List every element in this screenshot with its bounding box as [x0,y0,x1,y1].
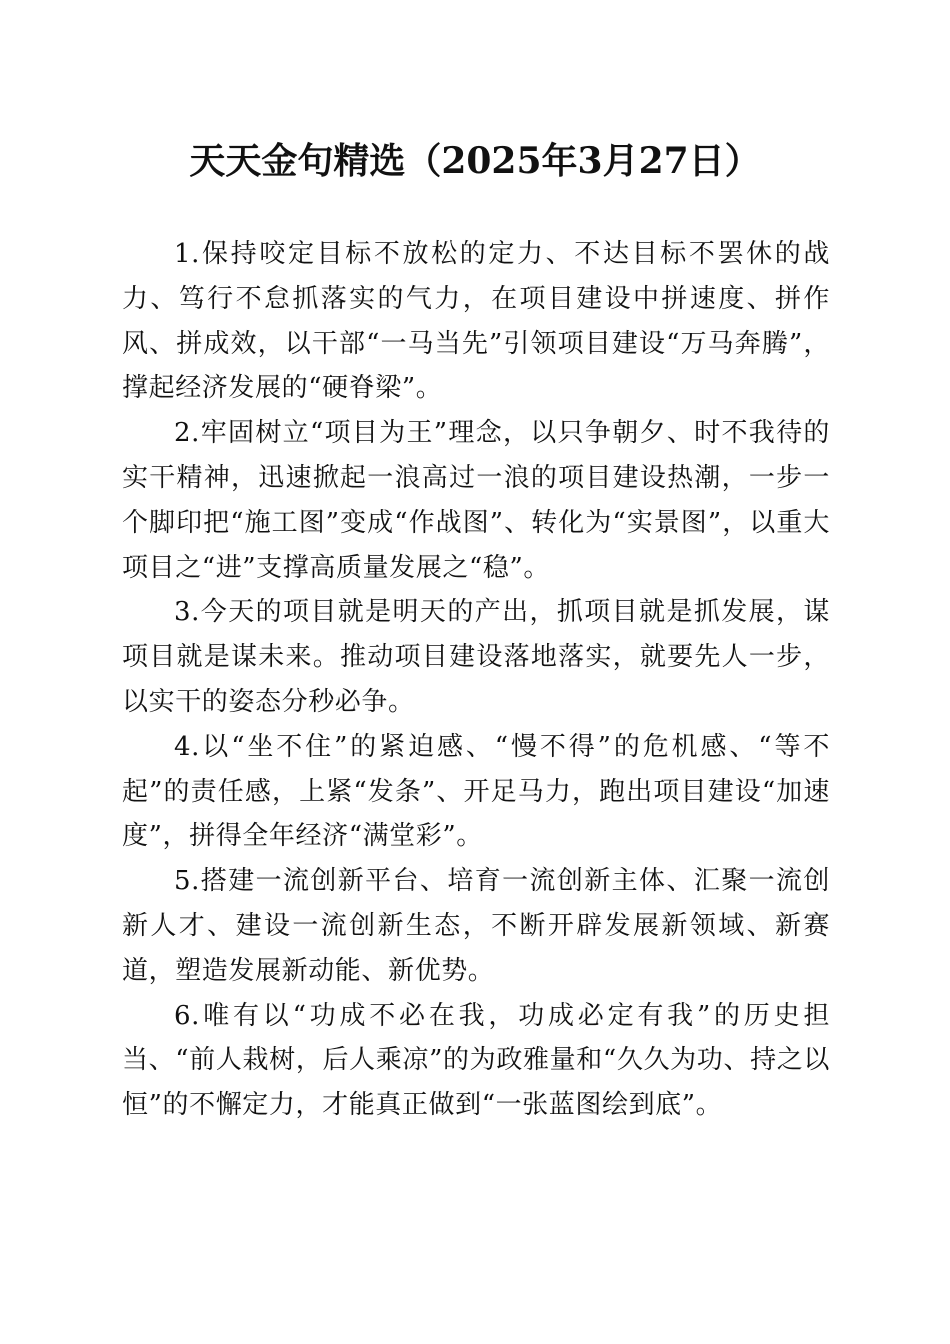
document-body [122,232,830,1128]
document-title: 天天金句精选（2025年3月27日） [189,140,761,182]
quote-paragraph-2: 2.牢固树立“项目为王”理念，以只争朝夕、时不我待的实干精神，迅速掀起一浪高过一浪的项目建设热潮，一步一个脚印把“施工图”变成“作战图”、转化为“实景图”，以重大项目之“进”支撑高质量发展之“稳”。 [122,418,830,583]
quote-paragraph-6: 6.唯有以“功成不必在我，功成必定有我”的历史担当、“前人栽树，后人乘凉”的为政雅量和“久久为功、持之以恒”的不懈定力，才能真正做到“一张蓝图绘到底”。 [122,1000,830,1121]
quote-paragraph-4: 4.以“坐不住”的紧迫感、“慢不得”的危机感、“等不起”的责任感，上紧“发条”、开足马力，跑出项目建设“加速度”，拼得全年经济“满堂彩”。 [122,731,830,852]
quote-paragraph-1: 1.保持咬定目标不放松的定力、不达目标不罢休的战力、笃行不怠抓落实的气力，在项目建设中拼速度、拼作风、拼成效，以干部“一马当先”引领项目建设“万马奔腾”，撑起经济发展的“硬脊梁”。 [122,239,830,404]
quote-paragraph-5: 5.搭建一流创新平台、培育一流创新主体、汇聚一流创新人才、建设一流创新生态，不断开辟发展新领域、新赛道，塑造发展新动能、新优势。 [122,866,830,986]
quote-paragraph-3: 3.今天的项目就是明天的产出，抓项目就是抓发展，谋项目就是谋未来。推动项目建设落地落实，就要先人一步，以实干的姿态分秒必争。 [122,597,830,717]
